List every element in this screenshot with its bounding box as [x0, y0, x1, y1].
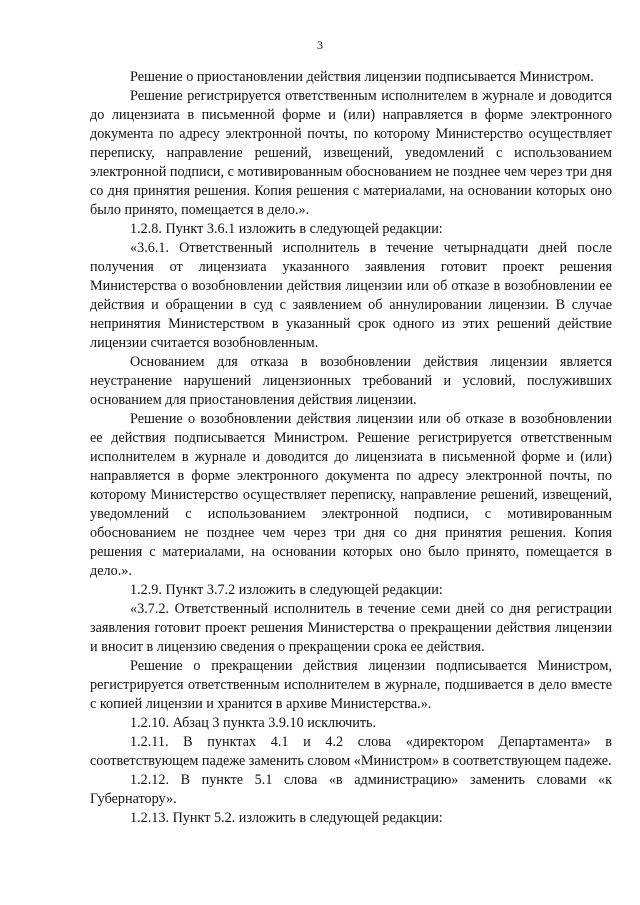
page-number: 3 — [317, 38, 323, 52]
paragraph-item-1-2-10: 1.2.10. Абзац 3 пункта 3.9.10 исключить. — [130, 715, 377, 731]
paragraph-item-1-2-12: 1.2.12. В пункте 5.1 слова «в администрацию» заменить словами «к Губернатору». — [90, 772, 612, 807]
paragraph-renewal-decision: Решение о возобновлении действия лицензии или об отказе в возобновлении ее действия подписывается Министром. Решение регистрируется ответственным исполнителем в журнале и доводится до лицензиата в письменной форме и (или) направляется в форме электронного документа по адресу электронной почты, по которому Министерство осуществляет переписку, направление решений, извещений, уведомлений с использованием электронной подписи, с мотивированным обоснованием не позднее чем через три дня со дня принятия решения. Копия решения с материалами, на основании которых оно было принято, помещается в дело.». — [90, 411, 612, 579]
paragraph-clause-3-6-1: «3.6.1. Ответственный исполнитель в течение четырнадцати дней после получения от лицензиата указанного заявления готовит проект решения Министерства о возобновлении действия лицензии или об отказе в возобновлении ее действия и обращении в суд с заявлением об аннулировании лицензии. В случае непринятия Министерством в указанный срок одного из этих решений действие лицензии считается возобновленным. — [90, 240, 612, 351]
paragraph-clause-3-7-2: «3.7.2. Ответственный исполнитель в течение семи дней со дня регистрации заявления готовит проект решения Министерства о прекращении действия лицензии и вносит в лицензию сведения о прекращении срока ее действия. — [90, 601, 612, 655]
paragraph-decision-registration: Решение регистрируется ответственным исполнителем в журнале и доводится до лицензиата в письменной форме и (или) направляется в форме электронного документа по адресу электронной почты, по которому Министерство осуществляет переписку, направление решений, извещений, уведомлений с использованием электронной подписи, с мотивированным обоснованием не позднее чем через три дня со дня принятия решения. Копия решения с материалами, на основании которых оно было принято, помещается в дело.». — [90, 88, 612, 218]
paragraph-item-1-2-9: 1.2.9. Пункт 3.7.2 изложить в следующей редакции: — [130, 582, 443, 598]
document-body — [90, 68, 612, 828]
paragraph-item-1-2-13: 1.2.13. Пункт 5.2. изложить в следующей редакции: — [130, 810, 443, 826]
paragraph-item-1-2-11: 1.2.11. В пунктах 4.1 и 4.2 слова «директором Департамента» в соответствующем падеже заменить словом «Министром» в соответствующем падеже. — [90, 734, 612, 769]
paragraph-termination-decision: Решение о прекращении действия лицензии подписывается Министром, регистрируется ответственным исполнителем в журнале, подшивается в дело вместе с копией лицензии и хранится в архиве Министерства.». — [90, 658, 612, 712]
paragraph-item-1-2-8: 1.2.8. Пункт 3.6.1 изложить в следующей редакции: — [130, 221, 443, 237]
paragraph-suspension-signing: Решение о приостановлении действия лицензии подписывается Министром. — [130, 69, 594, 85]
paragraph-refusal-grounds: Основанием для отказа в возобновлении действия лицензии является неустранение нарушений лицензионных требований и условий, послуживших основанием для приостановления действия лицензии. — [90, 354, 612, 408]
